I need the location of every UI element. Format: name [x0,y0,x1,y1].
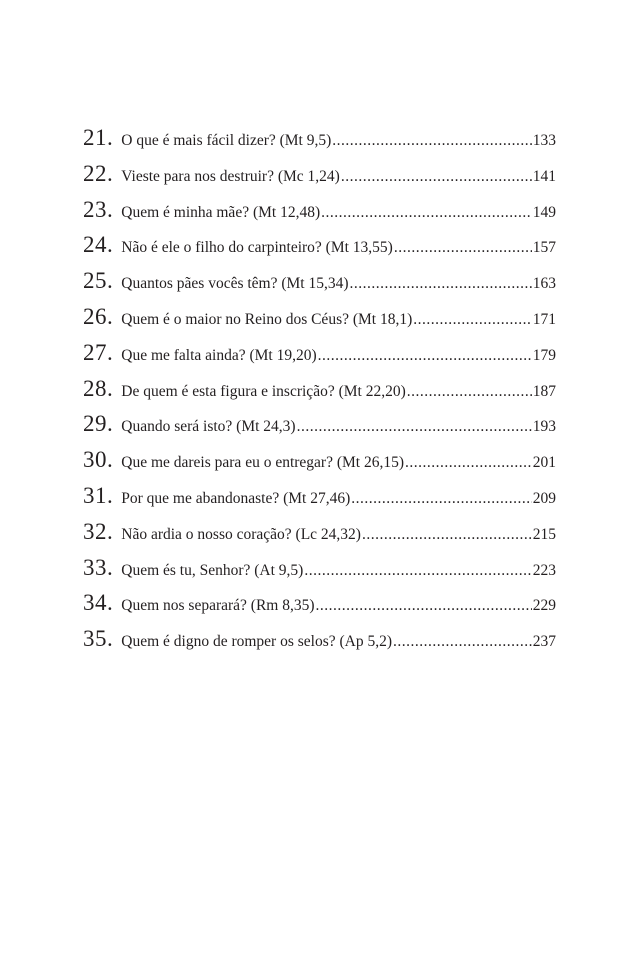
dot-leader [394,230,532,266]
entry-page-number: 163 [532,275,556,293]
dot-leader [362,517,532,553]
entry-number: 21. [83,125,114,150]
entry-page-number: 141 [532,167,556,185]
dot-leader [405,445,532,481]
toc-entry[interactable] [83,550,556,586]
entry-page-number: 171 [532,310,556,328]
toc-entry[interactable] [83,371,556,407]
entry-number: 30. [83,447,114,473]
entry-number: 33. [83,554,114,580]
dot-leader [393,624,532,660]
entry-title: Não é ele o filho do carpinteiro? (Mt 13,55) [121,239,393,257]
dot-leader [407,374,532,410]
dot-leader [304,553,531,589]
toc-entry[interactable] [83,120,556,156]
entry-number: 28. [83,375,114,401]
entry-number: 26. [83,303,114,329]
entry-page-number: 215 [532,525,556,543]
toc-entry[interactable] [83,514,556,550]
toc-entry[interactable] [83,585,556,621]
entry-title: Quem nos separará? (Rm 8,35) [121,597,315,615]
toc-entry[interactable] [83,192,556,228]
entry-number: 22. [83,160,114,186]
toc-entry[interactable] [83,156,556,192]
entry-title: Quando será isto? (Mt 24,3) [121,418,296,436]
entry-page-number: 187 [532,382,556,400]
dot-leader [351,481,532,517]
dot-leader [297,409,532,445]
table-of-contents [83,120,556,657]
entry-title: Quem é o maior no Reino dos Céus? (Mt 18,1) [121,310,413,328]
toc-entry[interactable] [83,335,556,371]
entry-number: 35. [83,626,114,652]
entry-title: Quem és tu, Senhor? (At 9,5) [121,561,304,579]
entry-title: Que me falta ainda? (Mt 19,20) [121,346,317,364]
dot-leader [350,266,532,302]
dot-leader [413,302,531,338]
entry-title: Não ardia o nosso coração? (Lc 24,32) [121,525,361,543]
entry-page-number: 149 [532,203,556,221]
entry-number: 27. [83,339,114,365]
entry-number: 31. [83,482,114,508]
entry-title: Quantos pães vocês têm? (Mt 15,34) [121,275,349,293]
dot-leader [332,123,531,159]
entry-title: Quem é minha mãe? (Mt 12,48) [121,203,321,221]
entry-title: Por que me abandonaste? (Mt 27,46) [121,489,351,507]
entry-title: Que me dareis para eu o entregar? (Mt 26,15) [121,454,405,472]
entry-page-number: 229 [532,597,556,615]
entry-title: Vieste para nos destruir? (Mc 1,24) [121,167,340,185]
entry-page-number: 223 [532,561,556,579]
entry-page-number: 133 [532,132,556,149]
toc-entry[interactable] [83,621,556,657]
toc-entry[interactable] [83,478,556,514]
entry-page-number: 201 [532,454,556,472]
toc-entry[interactable] [83,406,556,442]
entry-number: 29. [83,411,114,437]
dot-leader [341,159,532,195]
toc-entry[interactable] [83,442,556,478]
dot-leader [316,588,532,624]
entry-number: 24. [83,232,114,258]
entry-number: 23. [83,196,114,222]
entry-number: 34. [83,590,114,616]
toc-entry[interactable] [83,227,556,263]
entry-page-number: 209 [532,489,556,507]
toc-entry[interactable] [83,299,556,335]
entry-number: 32. [83,518,114,544]
entry-title: De quem é esta figura e inscrição? (Mt 22,20) [121,382,406,400]
dot-leader [321,195,532,231]
entry-page-number: 157 [532,239,556,257]
entry-page-number: 179 [532,346,556,364]
entry-title: O que é mais fácil dizer? (Mt 9,5) [121,132,332,149]
entry-title: Quem é digno de romper os selos? (Ap 5,2) [121,633,393,651]
entry-page-number: 237 [532,633,556,651]
entry-page-number: 193 [532,418,556,436]
entry-number: 25. [83,268,114,294]
dot-leader [318,338,532,374]
toc-entry[interactable] [83,263,556,299]
